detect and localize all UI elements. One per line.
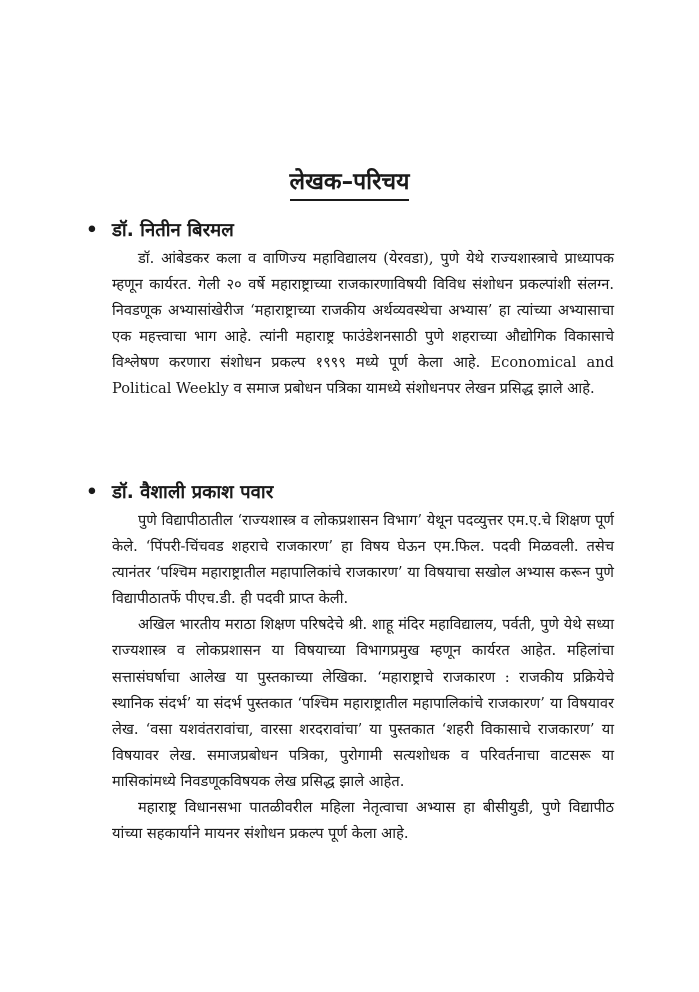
author-heading xyxy=(86,216,614,246)
author-name: डॉ. वैशाली प्रकाश पवार xyxy=(112,482,274,503)
author-section-vaishali-pawar xyxy=(86,478,614,847)
author-bio-paragraph: महाराष्ट्र विधानसभा पातळीवरील महिला नेतृत्वाचा अभ्यास हा बीसीयुडी, पुणे विद्यापीठ यांच्या सहकार्याने मायनर संशोधन प्रकल्प पूर्ण केला आहे. xyxy=(112,799,614,843)
page-title xyxy=(0,166,699,201)
author-section-nitin-birmal xyxy=(86,216,614,403)
author-bio-paragraph: डॉ. आंबेडकर कला व वाणिज्य महाविद्यालय (येरवडा), पुणे येथे राज्यशास्त्राचे प्राध्यापक म्हणून कार्यरत. गेली २० वर्षे महाराष्ट्राच्या राजकारणाविषयी विविध संशोधन प्रकल्पांशी संलग्न. निवडणूक अभ्यासांखेरीज ‘महाराष्ट्राच्या राजकीय अर्थव्यवस्थेचा अभ्यास’ हा त्यांच्या अभ्यासाचा एक महत्त्वाचा भाग आहे. त्यांनी महाराष्ट्र फाउंडेशनसाठी पुणे शहराच्या औद्योगिक विकासाचे विश्लेषण करणारा संशोधन प्रकल्प १९९९ मध्ये पूर्ण केला आहे. Economical and Political Weekly व समाज प्रबोधन पत्रिका यामध्ये संशोधनपर लेखन प्रसिद्ध झाले आहे. xyxy=(112,250,614,398)
author-bio-paragraph: अखिल भारतीय मराठा शिक्षण परिषदेचे श्री. शाहू मंदिर महाविद्यालय, पर्वती, पुणे येथे सध्या राज्यशास्त्र व लोकप्रशासन या विषयाच्या विभागप्रमुख म्हणून कार्यरत आहेत. महिलांचा सत्तासंघर्षाचा आलेख या पुस्तकाच्या लेखिका. ‘महाराष्ट्राचे राजकारण : राजकीय प्रक्रियेचे स्थानिक संदर्भ’ या संदर्भ पुस्तकात ‘पश्चिम महाराष्ट्रातील महापालिकांचे राजकारण’ या विषयावर लेख. ‘वसा यशवंतरावांचा, वारसा शरदरावांचा’ या पुस्तकात ‘शहरी विकासाचे राजकारण’ या विषयावर लेख. समाजप्रबोधन पत्रिका, पुरोगामी सत्यशोधक व परिवर्तनाचा वाटसरू या मासिकांमध्ये निवडणूकविषयक लेख प्रसिद्ध झाले आहेत. xyxy=(112,616,614,790)
author-name: डॉ. नितीन बिरमल xyxy=(112,220,234,241)
author-heading xyxy=(86,478,614,508)
bullet-icon: • xyxy=(86,220,98,241)
bullet-icon: • xyxy=(86,482,98,503)
author-bio-paragraph: पुणे विद्यापीठातील ‘राज्यशास्त्र व लोकप्रशासन विभाग’ येथून पदव्युत्तर एम.ए.चे शिक्षण पूर्ण केले. ‘पिंपरी-चिंचवड शहराचे राजकारण’ हा विषय घेऊन एम.फिल. पदवी मिळवली. तसेच त्यानंतर ‘पश्चिम महाराष्ट्रातील महापालिकांचे राजकारण’ या विषयाचा सखोल अभ्यास करून पुणे विद्यापीठातर्फे पीएच.डी. ही पदवी प्राप्त केली. xyxy=(112,512,614,608)
page-title-text: लेखक–परिचय xyxy=(290,166,410,201)
